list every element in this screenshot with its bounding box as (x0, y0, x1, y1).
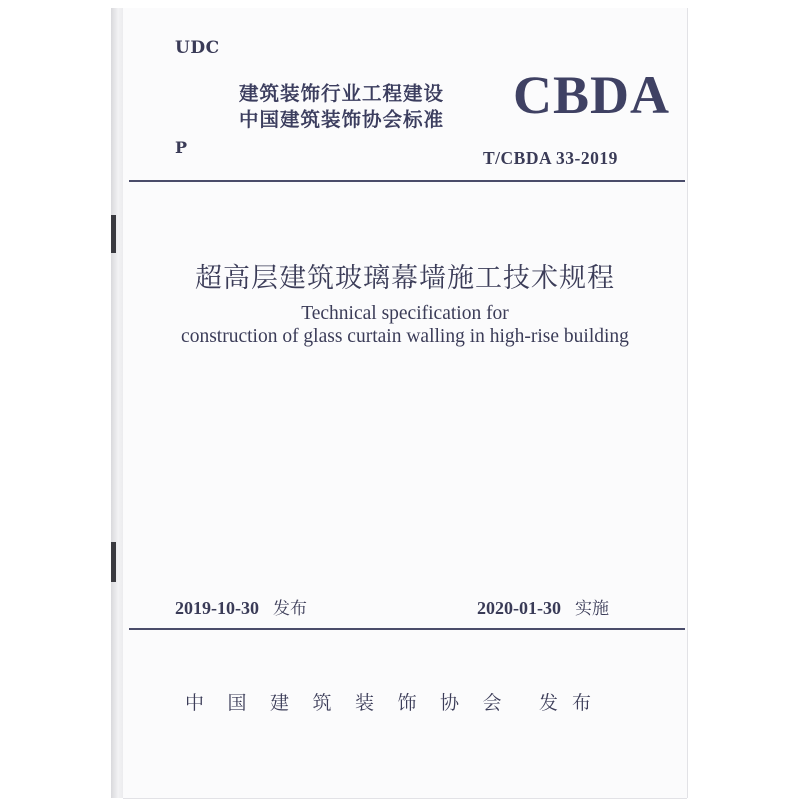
publish-label: 发布 (273, 599, 307, 619)
cbda-logo: CBDA (513, 65, 671, 125)
implement-label: 实施 (575, 599, 609, 619)
publisher-char: 建 (270, 692, 290, 714)
footer-divider (129, 628, 685, 630)
publisher-char: 协 (440, 692, 460, 714)
association-line-2: 中国建筑装饰协会标准 (239, 108, 445, 131)
publisher-char: 国 (227, 692, 247, 714)
header-divider (129, 180, 685, 182)
implement-date: 2020-01-30 (477, 598, 561, 618)
publisher-char: 装 (355, 692, 375, 714)
publisher-issue-label: 发布 (539, 692, 606, 714)
publish-date: 2019-10-30 (175, 598, 259, 618)
association-line-1: 建筑装饰行业工程建设 (239, 82, 445, 105)
publisher-char: 筑 (312, 692, 332, 714)
spine-tab-lower (111, 542, 116, 582)
title-chinese: 超高层建筑玻璃幕墙施工技术规程 (195, 263, 615, 294)
publish-date-block (175, 594, 307, 619)
publisher-line (185, 688, 605, 715)
udc-label: UDC (175, 38, 220, 58)
spine-tab-upper (111, 215, 116, 253)
book-cover (123, 8, 687, 798)
standard-number: T/CBDA 33-2019 (483, 148, 618, 168)
publisher-char: 会 (482, 692, 502, 714)
title-english-line-1: Technical specification for (301, 303, 509, 324)
publisher-char: 中 (185, 692, 205, 714)
publisher-char: 饰 (397, 692, 417, 714)
p-code-label: P (175, 138, 188, 157)
title-english-line-2: construction of glass curtain walling in high-rise building (181, 326, 629, 347)
implement-date-block (477, 594, 609, 619)
